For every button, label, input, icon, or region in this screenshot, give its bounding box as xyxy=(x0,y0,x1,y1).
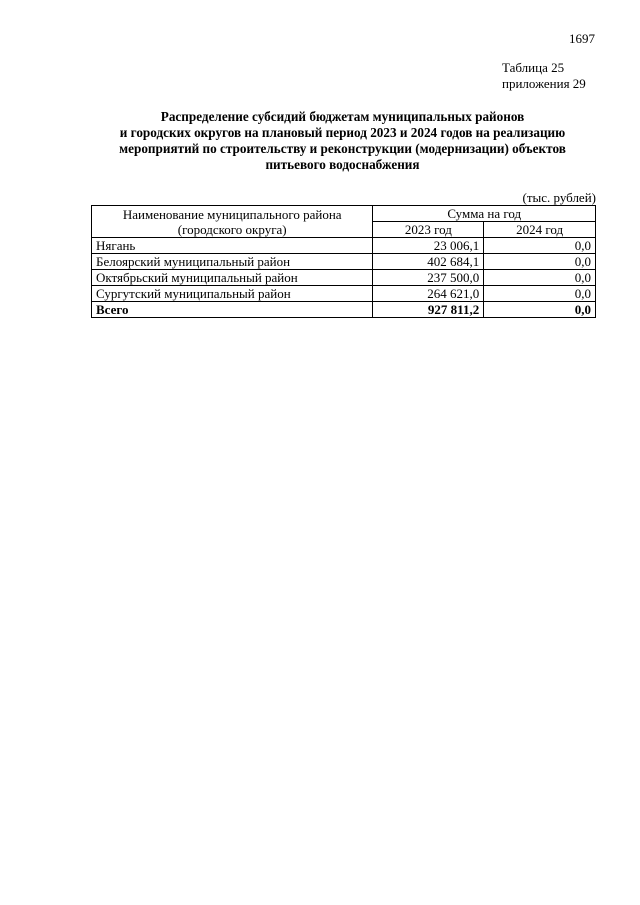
row-value-2024: 0,0 xyxy=(484,254,596,270)
total-label: Всего xyxy=(92,302,373,318)
row-value-2023: 402 684,1 xyxy=(373,254,484,270)
table-header-row xyxy=(92,206,596,222)
table-row xyxy=(92,254,596,270)
table-reference-line-2: приложения 29 xyxy=(502,76,586,91)
document-title xyxy=(90,109,595,173)
row-value-2024: 0,0 xyxy=(484,238,596,254)
table-row xyxy=(92,286,596,302)
column-group-header-sum: Сумма на год xyxy=(373,206,596,222)
row-name: Сургутский муниципальный район xyxy=(92,286,373,302)
units-label: (тыс. рублей) xyxy=(522,190,596,205)
title-line-3: мероприятий по строительству и реконструкции (модернизации) объектов xyxy=(119,141,566,156)
title-line-1: Распределение субсидий бюджетам муниципальных районов xyxy=(160,109,525,124)
column-header-2024: 2024 год xyxy=(484,222,596,238)
column-header-name-line-1: Наименование муниципального района xyxy=(122,206,342,222)
title-line-2: и городских округов на плановый период 2023 и 2024 годов на реализацию xyxy=(119,125,566,140)
table-row xyxy=(92,270,596,286)
table-reference-line-1: Таблица 25 xyxy=(502,60,565,75)
subsidy-table xyxy=(91,205,596,318)
column-header-2023: 2023 год xyxy=(373,222,484,238)
table-row xyxy=(92,238,596,254)
row-value-2024: 0,0 xyxy=(484,286,596,302)
row-value-2023: 23 006,1 xyxy=(373,238,484,254)
title-line-4: питьевого водоснабжения xyxy=(265,157,420,172)
column-header-name xyxy=(92,206,373,238)
table-total-row xyxy=(92,302,596,318)
row-value-2023: 237 500,0 xyxy=(373,270,484,286)
row-name: Нягань xyxy=(92,238,373,254)
row-value-2024: 0,0 xyxy=(484,270,596,286)
row-name: Белоярский муниципальный район xyxy=(92,254,373,270)
row-name: Октябрьский муниципальный район xyxy=(92,270,373,286)
row-value-2023: 264 621,0 xyxy=(373,286,484,302)
total-value-2023: 927 811,2 xyxy=(373,302,484,318)
column-header-name-line-2: (городского округа) xyxy=(177,221,287,237)
page-number: 1697 xyxy=(569,31,595,46)
table-reference xyxy=(502,60,586,92)
total-value-2024: 0,0 xyxy=(484,302,596,318)
